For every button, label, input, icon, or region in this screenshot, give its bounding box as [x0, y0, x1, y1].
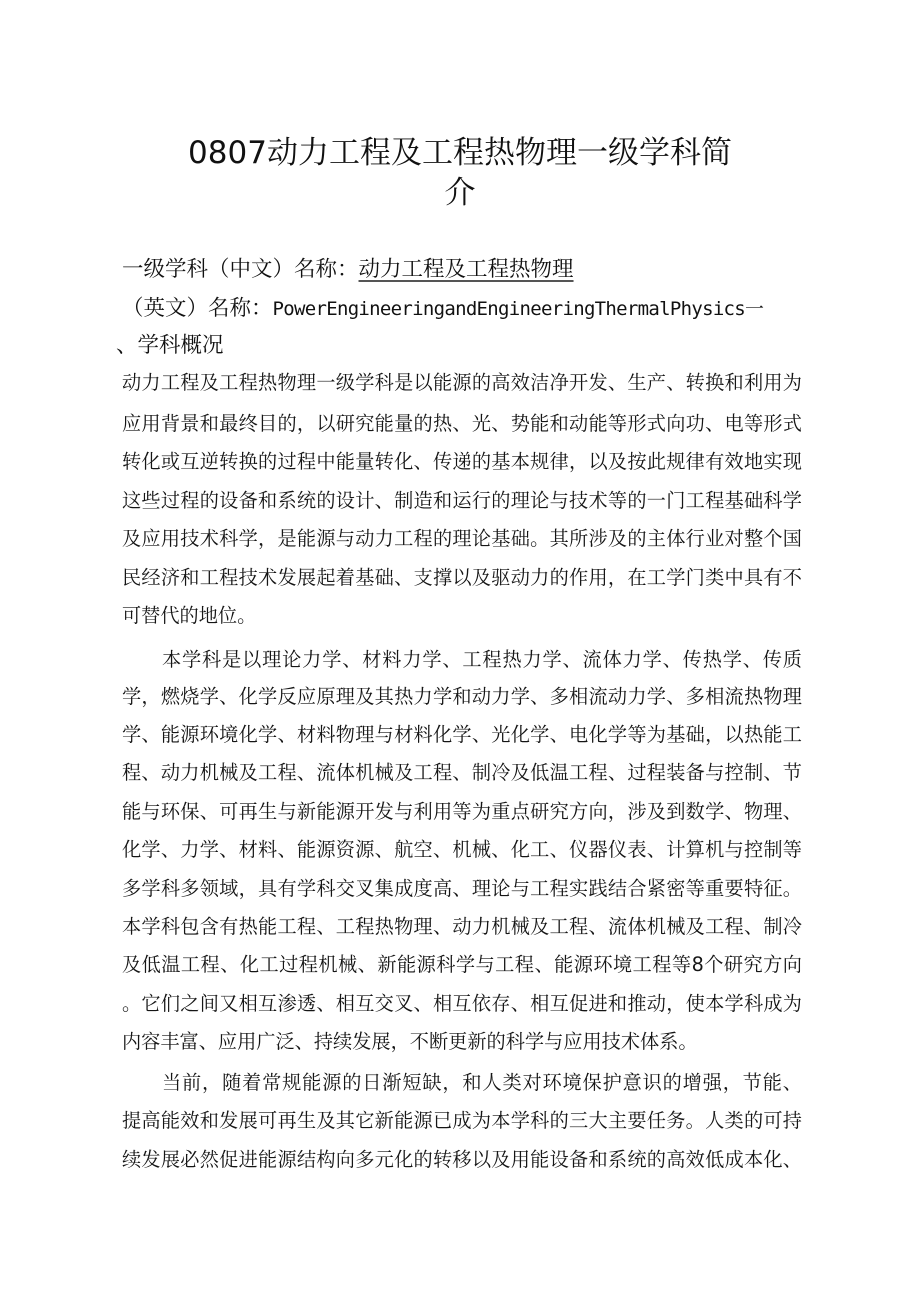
paragraph-1-line: 民经济和工程技术发展起着基础、支撑以及驱动力的作用，在工学门类中具有不 — [122, 566, 802, 589]
paragraph-1-line: 应用背景和最终目的，以研究能量的热、光、势能和动能等形式向功、电等形式 — [122, 412, 802, 435]
paragraph-1-line: 动力工程及工程热物理一级学科是以能源的高效洁净开发、生产、转换和利用为 — [122, 371, 802, 394]
english-name-row — [122, 295, 763, 323]
document-title-line-2: 介 — [444, 175, 476, 211]
chinese-name-row — [122, 256, 574, 284]
paragraph-2-line: 程、动力机械及工程、流体机械及工程、制冷及低温工程、过程装备与控制、节 — [122, 761, 802, 784]
paragraph-1-line: 转化或互逆转换的过程中能量转化、传递的基本规律，以及按此规律有效地实现 — [122, 450, 802, 473]
paragraph-3-line: 续发展必然促进能源结构向多元化的转移以及用能设备和系统的高效低成本化、 — [122, 1148, 802, 1171]
english-name-value: PowerEngineeringandEngineeringThermalPhysics一 — [272, 298, 764, 320]
paragraph-2-line: 学，燃烧学、化学反应原理及其热力学和动力学、多相流动力学、多相流热物理 — [122, 685, 802, 708]
paragraph-1-line: 可替代的地位。 — [122, 604, 257, 627]
english-name-label: （英文）名称： — [122, 296, 273, 321]
paragraph-2-line: 能与环保、可再生与新能源开发与利用等为重点研究方向，涉及到数学、物理、 — [122, 800, 802, 823]
paragraph-2-line: 内容丰富、应用广泛、持续发展，不断更新的科学与应用技术体系。 — [122, 1030, 698, 1053]
paragraph-2-line: 多学科多领域，具有学科交叉集成度高、理论与工程实践结合紧密等重要特征。 — [122, 877, 802, 900]
paragraph-1-line: 及应用技术科学，是能源与动力工程的理论基础。其所涉及的主体行业对整个国 — [122, 527, 802, 550]
section-heading-overview: 、学科概况 — [116, 333, 224, 358]
paragraph-2-line: 。它们之间又相互渗透、相互交叉、相互依存、相互促进和推动，使本学科成为 — [122, 992, 802, 1015]
chinese-name-label: 一级学科（中文）名称： — [122, 257, 359, 282]
chinese-name-value: 动力工程及工程热物理 — [358, 257, 574, 282]
document-title-line-1: 0807动力工程及工程热物理一级学科简 — [188, 135, 732, 171]
paragraph-3-line: 提高能效和发展可再生及其它新能源已成为本学科的三大主要任务。人类的可持 — [122, 1109, 802, 1132]
paragraph-1-line: 这些过程的设备和系统的设计、制造和运行的理论与技术等的一门工程基础科学 — [122, 489, 802, 512]
paragraph-3-line: 当前，随着常规能源的日渐短缺，和人类对环境保护意识的增强，节能、 — [162, 1071, 802, 1094]
paragraph-2-line: 本学科是以理论力学、材料力学、工程热力学、流体力学、传热学、传质 — [162, 648, 802, 671]
paragraph-2-line: 及低温工程、化工过程机械、新能源科学与工程、能源环境工程等8个研究方向 — [122, 953, 802, 976]
paragraph-2-line: 本学科包含有热能工程、工程热物理、动力机械及工程、流体机械及工程、制冷 — [122, 915, 802, 938]
paragraph-2-line: 学、能源环境化学、材料物理与材料化学、光化学、电化学等为基础，以热能工 — [122, 723, 802, 746]
paragraph-2-line: 化学、力学、材料、能源资源、航空、机械、化工、仪器仪表、计算机与控制等 — [122, 838, 802, 861]
